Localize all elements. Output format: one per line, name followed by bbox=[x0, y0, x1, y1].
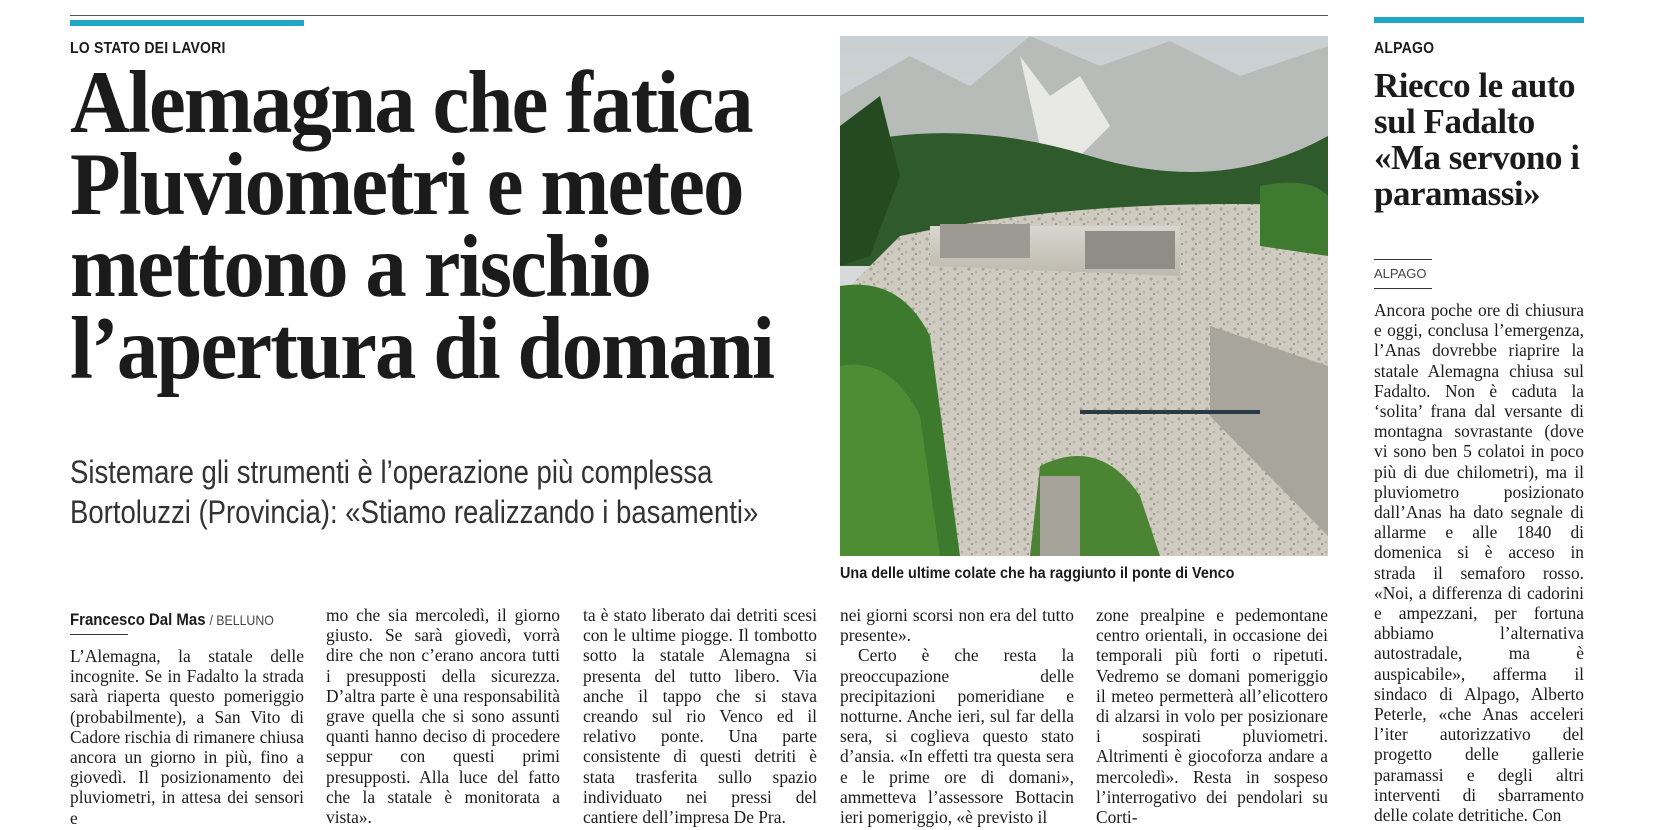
sidebar-headline: Riecco le auto sul Fadalto «Ma servono i paramassi» bbox=[1374, 66, 1580, 213]
sidebar-accent-bar bbox=[1374, 17, 1584, 23]
paragraph: Ancora poche ore di chiusura e oggi, conclusa l’emergenza, l’Anas dovrebbe riaprire la statale Alemagna chiusa sul Fadalto. Non è caduta la ‘solita’ frana dal versante di montagna sovrastante (dove vi sono ben 5 colatoi in poco più di due chilometri), ma il pluviometro posizionato dall’Anas ha dato segnale di allarme e alle 1840 di domenica si è acceso in strada il semaforo rosso. «Noi, a differenza di cadorini e ampezzani, per fortuna abbiamo l’alternativa autostradale, ma è auspicabile», afferma il sindaco di Alpago, Alberto Peterle, «che Anas acceleri l’iter autorizzativo del progetto delle gallerie paramassi e degli altri interventi di sbarramento delle colate detritiche. Con bbox=[1374, 300, 1584, 826]
headline-line: l’apertura di domani bbox=[70, 300, 774, 398]
byline-rule bbox=[70, 634, 128, 635]
byline-author: Francesco Dal Mas bbox=[70, 610, 206, 629]
sidebar-rule bbox=[1374, 259, 1432, 260]
paragraph: zone prealpine e pedemontane centro orientali, in occasione dei temporali più forti o ripetuti. Vedremo se domani pomeriggio il meteo permetterà all’elicottero di alzarsi in volo per posizionare i sospirati pluviometri. Altrimenti è giocoforza andare a mercoledì». Resta in sospeso l’interrogativo dei pendolari su Corti- bbox=[1096, 605, 1328, 828]
sidebar-rule bbox=[1374, 288, 1432, 289]
photo-caption: Una delle ultime colate che ha raggiunto il ponte di Venco bbox=[840, 565, 1235, 582]
paragraph: L’Alemagna, la statale delle incognite. Se in Fadalto la strada sarà riaperta questo pomeriggio (probabilmente), a San Vito di Cadore rischia di rimanere chiusa ancora un giorno in più, fino a giovedì. Il posizionamento dei pluviometri, in attesa dei sensori e bbox=[70, 646, 304, 828]
headline-line: Pluviometri e meteo bbox=[70, 136, 743, 234]
article-column-4 bbox=[840, 605, 1074, 827]
article-photo bbox=[840, 36, 1328, 556]
paragraph: Certo è che resta la preoccupazione delle precipitazioni pomeridiane e notturne. Anche ieri, sul far della sera, si coglieva questo stato d’ansia. «In effetti tra questa sera e le prime ore di domani», ammetteva l’assessore Bottacin ieri pomeriggio, «è previsto il bbox=[840, 645, 1074, 828]
article-column-3 bbox=[583, 605, 817, 827]
article-column-2 bbox=[326, 605, 560, 827]
article-column-5 bbox=[1096, 605, 1328, 827]
article-headline bbox=[70, 54, 830, 398]
article-column-1 bbox=[70, 646, 304, 828]
deck-line: Bortoluzzi (Provincia): «Stiamo realizzando i basamenti» bbox=[70, 494, 759, 530]
kicker-accent-bar bbox=[70, 20, 304, 26]
sidebar-location: ALPAGO bbox=[1374, 266, 1427, 281]
byline bbox=[70, 610, 274, 630]
deck-line: Sistemare gli strumenti è l’operazione più complessa bbox=[70, 454, 713, 490]
paragraph: nei giorni scorsi non era del tutto presente». bbox=[840, 605, 1074, 646]
top-rule bbox=[70, 15, 1328, 16]
byline-location: / BELLUNO bbox=[209, 612, 274, 628]
paragraph: ta è stato liberato dai detriti scesi con le ultime piogge. Il tombotto sotto la statale Alemagna si presenta del tutto libero. Via anche il tappo che si stava creando sul rio Venco ed il relativo ponte. Una parte consistente di questi detriti è stata trasferita sullo spazio individuato nei pressi del cantiere dell’impresa De Pra. bbox=[583, 605, 817, 828]
sidebar-body bbox=[1374, 300, 1584, 825]
sidebar-kicker: ALPAGO bbox=[1374, 40, 1435, 57]
landslide-photo-illustration bbox=[840, 36, 1328, 556]
headline-line: mettono a rischio bbox=[70, 218, 650, 316]
article-deck bbox=[70, 452, 758, 532]
headline-line: Alemagna che fatica bbox=[70, 54, 752, 152]
article-kicker: LO STATO DEI LAVORI bbox=[70, 40, 226, 57]
paragraph: mo che sia mercoledì, il giorno giusto. Se sarà giovedì, vorrà dire che non c’erano ancora tutti i presupposti della sicurezza. D’altra parte è una responsabilità grave quella che si sono assunti quanti hanno deciso di procedere seppur con questi primi presupposti. Alla luce del fatto che la statale è monitorata a vista». bbox=[326, 605, 560, 828]
